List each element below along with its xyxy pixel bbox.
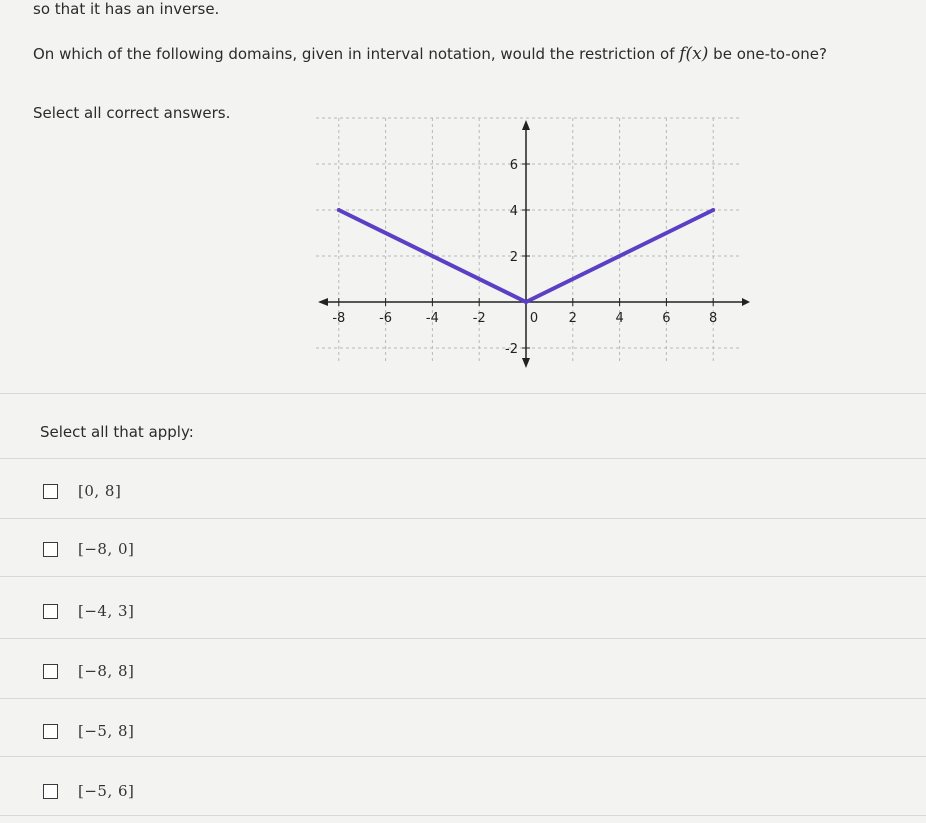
x-axis-right-arrow xyxy=(742,298,750,306)
data-point xyxy=(524,300,528,304)
option-label: [−5, 8] xyxy=(78,722,135,740)
divider xyxy=(0,393,926,394)
y-tick-label: 4 xyxy=(509,204,518,219)
function-graph xyxy=(310,112,750,372)
tick-labels xyxy=(332,158,717,357)
x-tick-label: -8 xyxy=(332,311,346,326)
divider xyxy=(0,756,926,757)
option-label: [−8, 8] xyxy=(78,662,135,680)
x-axis-left-arrow xyxy=(318,298,328,306)
option-0-8[interactable] xyxy=(0,462,926,520)
x-tick-label: 4 xyxy=(615,311,624,326)
y-tick-label: 6 xyxy=(509,158,518,173)
x-tick-label: -6 xyxy=(379,311,393,326)
option-label: [0, 8] xyxy=(78,482,122,500)
x-tick-label: 0 xyxy=(529,311,539,326)
x-tick-label: 8 xyxy=(709,311,718,326)
x-tick-label: 6 xyxy=(662,311,671,326)
divider xyxy=(0,698,926,699)
option-neg4-3[interactable] xyxy=(0,582,926,640)
option-neg8-8[interactable] xyxy=(0,642,926,700)
question-continuation: so that it has an inverse. xyxy=(33,0,220,18)
data-point xyxy=(337,208,341,212)
divider xyxy=(0,576,926,577)
divider xyxy=(0,458,926,459)
x-tick-label: 2 xyxy=(568,311,577,326)
divider xyxy=(0,815,926,816)
y-tick-label: 2 xyxy=(509,250,518,265)
question-suffix: be one-to-one? xyxy=(708,45,827,63)
question-text xyxy=(33,44,827,64)
checkbox[interactable] xyxy=(43,724,58,739)
option-neg5-8[interactable] xyxy=(0,702,926,760)
select-all-label: Select all that apply: xyxy=(40,423,194,441)
y-tick-label: -2 xyxy=(505,342,518,357)
data-point xyxy=(711,208,715,212)
option-label: [−4, 3] xyxy=(78,602,135,620)
checkbox[interactable] xyxy=(43,784,58,799)
function-notation: f(x) xyxy=(679,44,709,64)
checkbox[interactable] xyxy=(43,664,58,679)
y-axis-up-arrow xyxy=(522,120,530,130)
divider xyxy=(0,638,926,639)
instruction-text: Select all correct answers. xyxy=(33,104,231,122)
question-prefix: On which of the following domains, given in interval notation, would the restriction of xyxy=(33,45,680,63)
y-axis-down-arrow xyxy=(522,358,530,368)
grid-lines xyxy=(316,118,742,364)
option-label: [−8, 0] xyxy=(78,540,135,558)
option-neg8-0[interactable] xyxy=(0,520,926,578)
checkbox[interactable] xyxy=(43,542,58,557)
checkbox[interactable] xyxy=(43,604,58,619)
divider xyxy=(0,518,926,519)
checkbox[interactable] xyxy=(43,484,58,499)
x-tick-label: -2 xyxy=(472,311,486,326)
x-tick-label: -4 xyxy=(425,311,439,326)
option-label: [−5, 6] xyxy=(78,782,135,800)
axes xyxy=(318,120,750,368)
option-neg5-6[interactable] xyxy=(0,762,926,820)
